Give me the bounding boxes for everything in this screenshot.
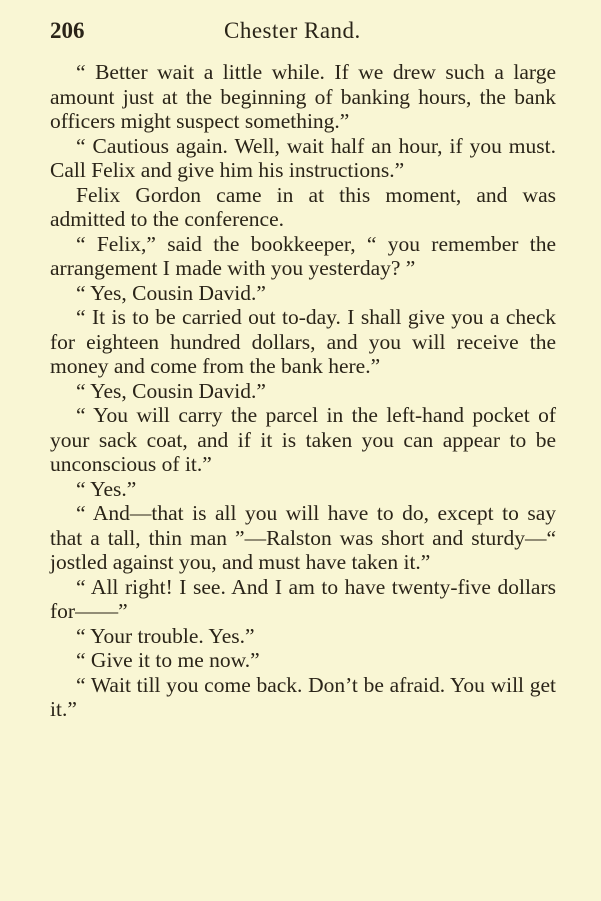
paragraph: “ Your trouble. Yes.” [76, 623, 255, 648]
paragraph: “ Felix,” said the bookkeeper, “ you remember the arrangement I made with you yesterday? ” [50, 231, 556, 280]
paragraph: “ And—that is all you will have to do, except to say that a tall, thin man ”—Ralston was short and sturdy—“ jostled against you, and must have taken it.” [50, 501, 556, 574]
paragraph: “ You will carry the parcel in the left-hand pocket of your sack coat, and if it is taken you can appear to be unconscious of it.” [50, 403, 556, 476]
paragraph: “ Yes, Cousin David.” [76, 378, 266, 403]
page-header [50, 18, 560, 46]
paragraph: “ Yes, Cousin David.” [76, 280, 266, 305]
page-number: 206 [50, 18, 85, 43]
paragraph: “ Better wait a little while. If we drew such a large amount just at the beginning of banking hours, the bank officers might suspect something.” [50, 60, 556, 133]
paragraph: “ It is to be carried out to-day. I shall give you a check for eighteen hundred dollars, and you will receive the money and come from the bank here.” [50, 305, 556, 378]
paragraph: Felix Gordon came in at this moment, and was admitted to the conference. [50, 182, 556, 231]
paragraph: “ Give it to me now.” [76, 648, 260, 672]
paragraph: “ Wait till you come back. Don’t be afraid. You will get it.” [50, 672, 556, 721]
paragraph: “ Yes.” [76, 476, 137, 501]
body-text [50, 60, 556, 722]
paragraph: “ Cautious again. Well, wait half an hour, if you must. Call Felix and give him his instructions.” [50, 133, 556, 182]
paragraph: “ All right! I see. And I am to have twenty-five dollars for——” [50, 574, 556, 623]
running-title: Chester Rand. [224, 18, 361, 43]
